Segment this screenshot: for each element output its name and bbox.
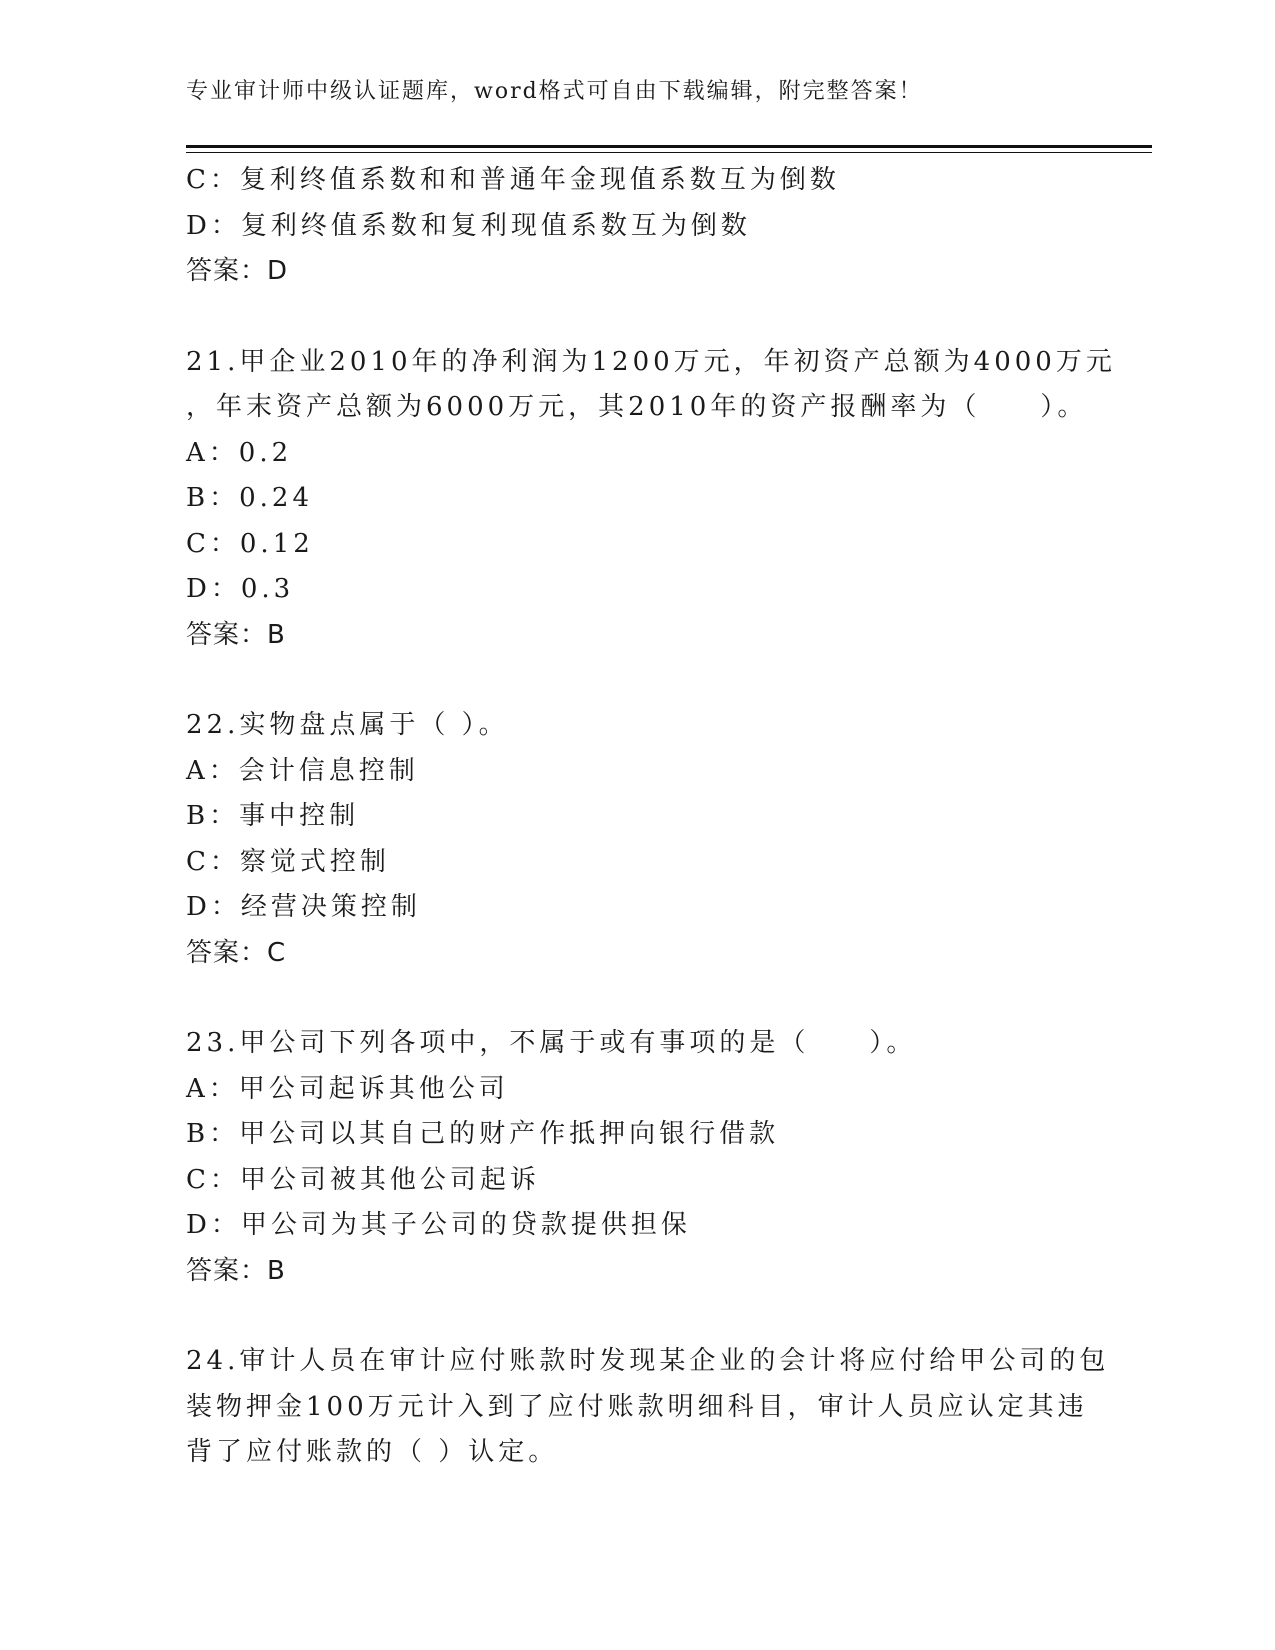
answer: 答案：D xyxy=(186,256,289,286)
question-21 xyxy=(186,340,1116,659)
option-a: A：会计信息控制 xyxy=(186,755,419,786)
option-d: D：0.3 xyxy=(186,574,295,604)
answer: 答案：B xyxy=(186,619,286,650)
question-23 xyxy=(186,1021,1086,1294)
answer: 答案：B xyxy=(186,1255,286,1286)
option-c: C：察觉式控制 xyxy=(186,846,390,877)
question-stem: 装物押金100万元计入到了应付账款明细科目，审计人员应认定其违 xyxy=(186,1391,1088,1422)
option-a: A：0.2 xyxy=(186,437,293,468)
option-d: D：复利终值系数和复利现值系数互为倒数 xyxy=(186,210,751,241)
option-c: C：甲公司被其他公司起诉 xyxy=(186,1164,540,1195)
question-stem: 22.实物盘点属于（ ）。 xyxy=(186,710,509,740)
option-d: D：甲公司为其子公司的贷款提供担保 xyxy=(186,1210,691,1240)
question-list xyxy=(186,158,1116,1476)
question-20-tail xyxy=(186,158,1086,295)
option-b: B：事中控制 xyxy=(186,801,360,831)
question-stem: 背了应付账款的（ ）认定。 xyxy=(186,1437,559,1467)
option-b: B：0.24 xyxy=(186,483,313,513)
option-a: A：甲公司起诉其他公司 xyxy=(186,1073,509,1104)
question-stem: 23.甲公司下列各项中，不属于或有事项的是（ ）。 xyxy=(186,1028,917,1058)
question-stem: 24.审计人员在审计应付账款时发现某企业的会计将应付给甲公司的包 xyxy=(186,1346,1110,1376)
header-rule-thick xyxy=(186,145,1152,148)
page-header: 专业审计师中级认证题库，word格式可自由下载编辑，附完整答案！ xyxy=(186,79,923,104)
option-c: C：复利终值系数和和普通年金现值系数互为倒数 xyxy=(186,165,840,195)
question-22 xyxy=(186,703,1086,976)
answer: 答案：C xyxy=(186,937,287,968)
question-24 xyxy=(186,1339,1110,1476)
question-stem: 21.甲企业2010年的净利润为1200万元，年初资产总额为4000万元 xyxy=(186,346,1116,377)
option-b: B：甲公司以其自己的财产作抵押向银行借款 xyxy=(186,1119,780,1149)
header-rule-thin xyxy=(186,152,1152,153)
question-stem: ，年末资产总额为6000万元，其2010年的资产报酬率为（ ）。 xyxy=(186,392,1088,422)
option-c: C：0.12 xyxy=(186,528,314,559)
option-d: D：经营决策控制 xyxy=(186,892,421,922)
